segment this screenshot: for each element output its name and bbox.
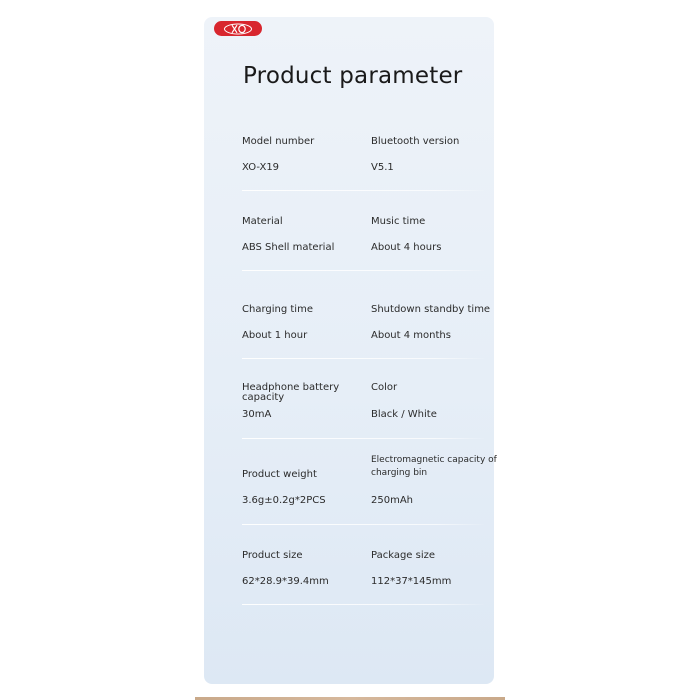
parameter-value: V5.1 [371, 162, 394, 173]
parameter-value: 112*37*145mm [371, 576, 452, 587]
parameter-value: About 1 hour [242, 330, 308, 341]
parameter-row [242, 359, 484, 439]
parameter-label: Headphone battery capacity [242, 382, 340, 403]
parameter-label: Model number [242, 136, 315, 147]
parameter-label: Color [371, 382, 398, 393]
parameter-value: XO-X19 [242, 162, 280, 173]
xo-brand-logo [214, 21, 262, 36]
parameter-value: About 4 months [371, 330, 451, 341]
parameter-label: Material [242, 216, 283, 227]
parameter-value: ABS Shell material [242, 242, 335, 253]
parameter-label: Electromagnetic capacity of charging bin [371, 455, 497, 478]
parameter-label: Music time [371, 216, 426, 227]
parameter-value: 3.6g±0.2g*2PCS [242, 495, 326, 506]
parameter-row [242, 439, 497, 525]
parameter-value: 250mAh [371, 495, 414, 506]
parameter-label: Product size [242, 550, 303, 561]
parameter-label: Bluetooth version [371, 136, 460, 147]
parameter-value: Black / White [371, 409, 437, 420]
parameter-row [242, 271, 491, 359]
parameter-label: Product weight [242, 469, 317, 480]
parameter-label: Charging time [242, 304, 313, 315]
parameter-value: 62*28.9*39.4mm [242, 576, 329, 587]
parameter-label: Shutdown standby time [371, 304, 491, 315]
parameter-row [242, 191, 484, 271]
page-title: Product parameter [243, 63, 463, 89]
parameter-value: About 4 hours [371, 242, 442, 253]
parameter-value: 30mA [242, 409, 272, 420]
parameter-label: Package size [371, 550, 436, 561]
parameter-row [242, 525, 484, 605]
parameter-row [242, 111, 484, 191]
xo-logo-icon [223, 23, 253, 35]
product-parameter-card [204, 17, 497, 684]
